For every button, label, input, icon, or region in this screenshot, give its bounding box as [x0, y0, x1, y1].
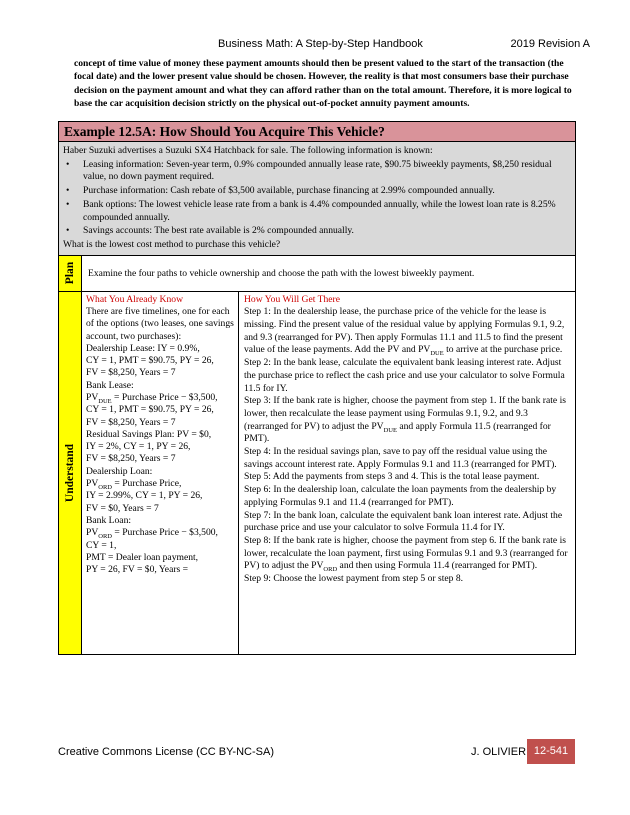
know-line: Bank Lease:: [86, 379, 134, 391]
know-line: PMT = Dealer loan payment,: [86, 551, 199, 563]
know-line: Residual Savings Plan: PV = $0,: [86, 428, 212, 440]
plan-side-label: Plan: [59, 256, 82, 291]
page-number: 12-541: [527, 739, 575, 764]
step-3: Step 3: If the bank rate is higher, choose the payment from step 1. If the bank rate is lower, then recalculate the lease payment using Formulas 9.1, 9.2, and 9.3 (rearranged for PV) to adjust the $PV_{DUE}$ and apply Formula 11.5 (rearranged for PMT).: [244, 395, 566, 445]
step-7: Step 7: In the bank loan, calculate the equivalent bank loan interest rate. Adjust the purchase price and use your calculator to solve Formula 11.4 for IY.: [244, 509, 563, 534]
example-lead: Haber Suzuki advertises a Suzuki SX4 Hatchback for sale. The following information is known:: [63, 145, 433, 156]
running-header-title: Business Math: A Step-by-Step Handbook: [218, 38, 423, 50]
know-line: FV = $8,250, Years = 7: [86, 416, 176, 428]
plan-row: [59, 256, 575, 292]
example-box: [58, 121, 576, 655]
example-title: Example 12.5A: How Should You Acquire This Vehicle?: [59, 122, 575, 142]
step-5: Step 5: Add the payments from steps 3 and 4. This is the total lease payment.: [244, 471, 540, 483]
bullet-leasing: • Leasing information: Seven-year term, 0.9% compounded annually lease rate, $90.75 biweekly payments, $8,250 residual value, no down payment required.: [63, 159, 571, 184]
know-line: Bank Loan:: [86, 514, 132, 526]
example-bullets: [63, 159, 571, 238]
step-8: Step 8: If the bank rate is higher, choose the payment from step 6. If the bank rate is lower, recalculate the loan payment, first using Formulas 9.1 and 9.3 (rearranged for PV) to adjust the $PV_{ORD}$ and then using Formula 11.4 (rearranged for PMT).: [244, 534, 568, 574]
know-line: $PV_{DUE}$ = Purchase Price − $3,500,: [86, 392, 218, 405]
know-line: CY = 1, PMT = $90.75, PY = 26,: [86, 355, 214, 367]
know-line: FV = $0, Years = 7: [86, 502, 159, 514]
understand-row: [59, 292, 575, 654]
know-line: $PV_{ORD}$ = Purchase Price,: [86, 478, 182, 491]
know-line: IY = 2%, CY = 1, PY = 26,: [86, 441, 191, 453]
know-line: FV = $8,250, Years = 7: [86, 453, 176, 465]
what-you-know-column: [82, 292, 239, 654]
example-problem: [59, 142, 575, 256]
step-6: Step 6: In the dealership loan, calculate the loan payments from the dealership by applying Formulas 9.1 and 11.4 (rearranged for PMT).: [244, 484, 557, 508]
plan-text: Examine the four paths to vehicle ownership and choose the path with the lowest biweekly payment.: [88, 267, 475, 279]
intro-paragraph: concept of time value of money these payment amounts should then be present valued to the start of the transaction (the focal date) and the lower present value should be chosen. However, the reality is that most consumers base their purchase decision on the payment amount and what they can afford rather than on the total amount. Therefore, it is more logical to base the car acquisition decision strictly on the physical out-of-pocket annuity payment amounts.: [74, 58, 572, 110]
bullet-purchase: • Purchase information: Cash rebate of $3,500 available, purchase financing at 2.99% compounded annually.: [63, 185, 571, 198]
know-line: $PV_{ORD}$ = Purchase Price − $3,500,: [86, 527, 218, 541]
know-heading: What You Already Know: [86, 293, 183, 305]
know-line: PY = 26, FV = $0, Years =: [86, 564, 189, 576]
step-9: Step 9: Choose the lowest payment from step 5 or step 8.: [244, 573, 464, 585]
bullet-bank: • Bank options: The lowest vehicle lease rate from a bank is 4.4% compounded annually, while the lowest loan rate is 8.25% compounded annually.: [63, 199, 571, 224]
footer-author: J. OLIVIER: [471, 746, 527, 758]
know-line: CY = 1, PMT = $90.75, PY = 26,: [86, 404, 214, 416]
know-intro: There are five timelines, one for each of the options (two leases, one savings account, two purchases):: [86, 305, 234, 342]
understand-side-label: Understand: [59, 292, 82, 654]
example-question: What is the lowest cost method to purchase this vehicle?: [63, 238, 281, 250]
how-you-get-there-column: [239, 292, 575, 654]
know-line: CY = 1,: [86, 539, 117, 551]
step-2: Step 2: In the bank lease, calculate the equivalent bank leasing interest rate. Adjust the purchase price to reflect the cash price and use your calculator to solve Formula 11.5 for IY.: [244, 357, 565, 394]
know-line: IY = 2.99%, CY = 1, PY = 26,: [86, 490, 203, 502]
step-4: Step 4: In the residual savings plan, save to pay off the residual value using the savings account interest rate. Apply Formulas 9.1 and 11.3 (rearranged for PMT).: [244, 446, 557, 470]
know-line: Dealership Lease: IY = 0.9%,: [86, 342, 200, 354]
know-line: FV = $8,250, Years = 7: [86, 367, 176, 379]
know-line: Dealership Loan:: [86, 465, 153, 477]
step-1: Step 1: In the dealership lease, the purchase price of the vehicle for the lease is missing. Find the present value of the residual value by applying Formulas 9.1, 9.2, and 9.3 (rearranged for PV). Then apply Formulas 11.1 and 11.5 to find the present value of the lease payments. Add the PV and $PV_{DUE}$ to arrive at the purchase price.: [244, 306, 565, 358]
bullet-savings: • Savings accounts: The best rate available is 2% compounded annually.: [63, 225, 571, 238]
footer-license: Creative Commons License (CC BY-NC-SA): [58, 746, 274, 758]
get-heading: How You Will Get There: [244, 293, 340, 305]
running-header-revision: 2019 Revision A: [510, 38, 590, 50]
